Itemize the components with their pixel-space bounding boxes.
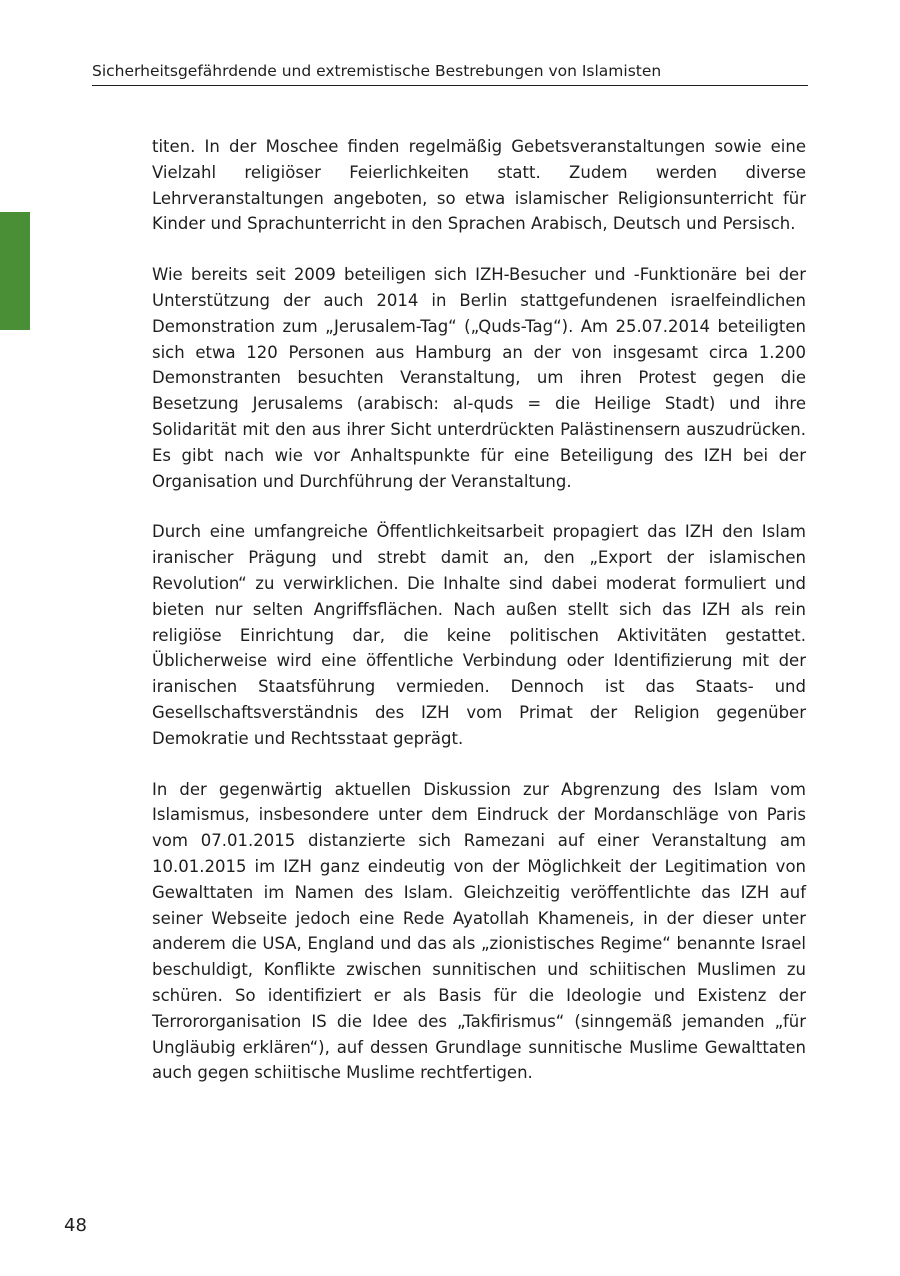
paragraph-4: In der gegenwärtig aktuellen Diskussion zur Abgrenzung des Islam vom Islamismus, insbesondere unter dem Eindruck der Mordanschläge von Paris vom 07.01.2015 distanzierte sich Ramezani auf einer Veranstaltung am 10.01.2015 im IZH ganz eindeutig von der Möglichkeit der Legitimation von Gewalttaten im Namen des Islam. Gleichzeitig veröffentlichte das IZH auf seiner Webseite jedoch eine Rede Ayatollah Khameneis, in der dieser unter anderem die USA, England und das als „zionistisches Regime“ benannte Israel beschuldigt, Konflikte zwischen sunnitischen und schiitischen Muslimen zu schüren. So identifiziert er als Basis für die Ideologie und Existenz der Terrororganisation IS die Idee des „Takfirismus“ (sinngemäß jemanden „für Ungläubig erklären“), auf dessen Grundlage sunnitische Muslime Gewalttaten auch gegen schiitische Muslime rechtfertigen. bbox=[152, 779, 806, 1083]
page-number: 48 bbox=[64, 1215, 87, 1236]
body-text bbox=[152, 134, 806, 1111]
header-title: Sicherheitsgefährdende und extremistische Bestrebungen von Islamisten bbox=[92, 62, 662, 80]
running-header bbox=[92, 60, 808, 86]
paragraph-1: titen. In der Moschee finden regelmäßig Gebetsveranstaltungen sowie eine Vielzahl religiöser Feierlichkeiten statt. Zudem werden diverse Lehrveranstaltungen angeboten, so etwa islamischer Religionsunterricht für Kinder und Sprachunterricht in den Sprachen Arabisch, Deutsch und Persisch. bbox=[152, 137, 806, 234]
section-color-tab bbox=[0, 212, 30, 330]
paragraph-2: Wie bereits seit 2009 beteiligen sich IZH-Besucher und -Funktionäre bei der Unterstützung der auch 2014 in Berlin stattgefundenen israelfeindlichen Demonstration zum „Jerusalem-Tag“ („Quds-Tag“). Am 25.07.2014 beteiligten sich etwa 120 Personen aus Hamburg an der von insgesamt circa 1.200 Demonstranten besuchten Veranstaltung, um ihren Protest gegen die Besetzung Jerusalems (arabisch: al-quds = die Heilige Stadt) und ihre Solidarität mit den aus ihrer Sicht unterdrückten Palästinensern auszudrücken. Es gibt nach wie vor Anhaltspunkte für eine Beteiligung des IZH bei der Organisation und Durchführung der Veranstaltung. bbox=[152, 265, 806, 491]
paragraph-3: Durch eine umfangreiche Öffentlichkeitsarbeit propagiert das IZH den Islam iranischer Prägung und strebt damit an, den „Export der islamischen Revolution“ zu verwirklichen. Die Inhalte sind dabei moderat formuliert und bieten nur selten Angriffsflächen. Nach außen stellt sich das IZH als rein religiöse Einrichtung dar, die keine politischen Aktivitäten gestattet. Üblicherweise wird eine öffentliche Verbindung oder Identifizierung mit der iranischen Staatsführung vermieden. Dennoch ist das Staats- und Gesellschaftsverständnis des IZH vom Primat der Religion gegenüber Demokratie und Rechtsstaat geprägt. bbox=[152, 522, 806, 748]
